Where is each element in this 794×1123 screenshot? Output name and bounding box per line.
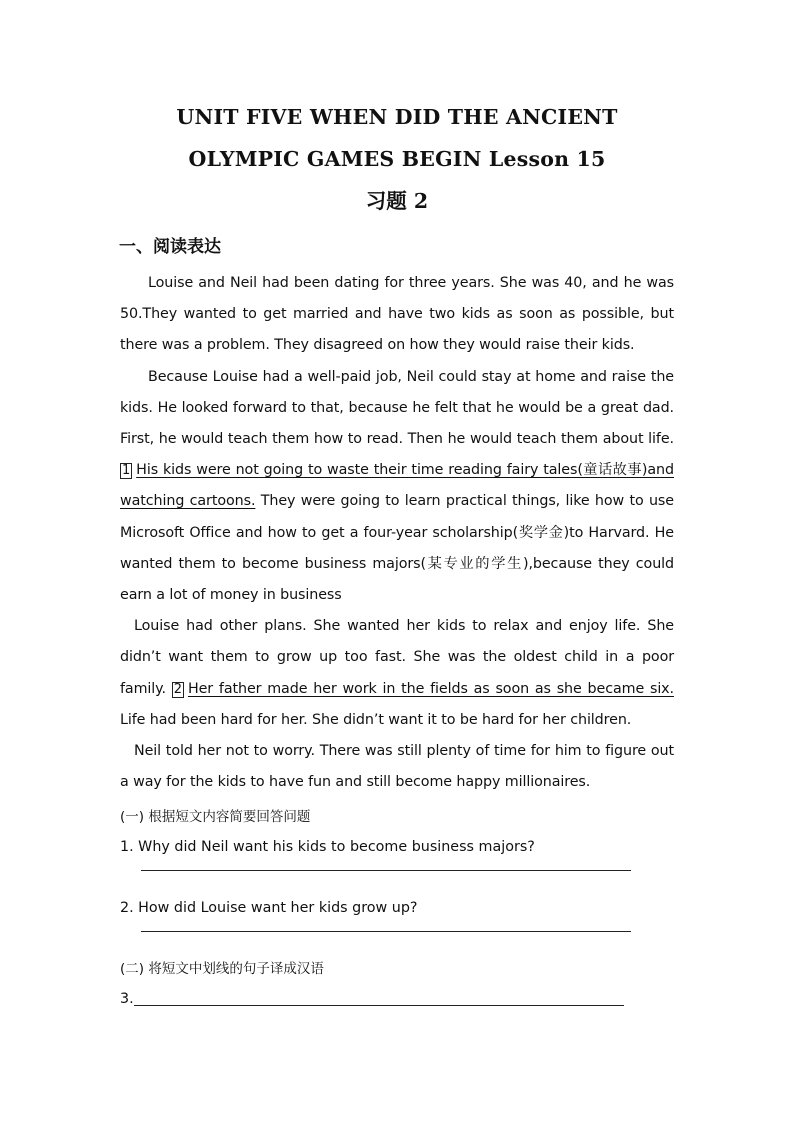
underlined-sentence-1: His kids were not going to waste their time reading fairy tales(童话故事)and watching cartoons. <box>120 462 674 510</box>
passage-paragraph-2 <box>120 362 674 612</box>
underlined-sentence-2: Her father made her work in the fields as soon as she became six. <box>187 680 674 697</box>
passage-paragraph-1: Louise and Neil had been dating for three years. She was 40, and he was 50.They wanted to get married and have two kids as soon as possible, but there was a problem. They disagreed on how they would raise their kids. <box>120 275 674 354</box>
answer-line-1[interactable] <box>141 870 631 871</box>
question-2: 2. How did Louise want her kids grow up? <box>120 900 418 917</box>
paragraph-2-intro: Because Louise had a well-paid job, Neil could stay at home and raise the kids. He looked forward to that, because he felt that he would be a great dad. First, he would teach them how to read. Then he would teach them about life. <box>120 368 674 448</box>
question-3 <box>120 984 674 1014</box>
paragraph-3-rest: Life had been hard for her. She didn’t want it to be hard for her children. <box>120 711 632 728</box>
worksheet-page <box>120 96 674 1014</box>
paragraph-3-intro: Louise had other plans. She wanted her kids to relax and enjoy life. She didn’t want them to grow up too fast. She was the oldest child in a poor family. <box>120 618 674 697</box>
answer-line-3[interactable] <box>134 1005 624 1006</box>
question-1: 1. Why did Neil want his kids to become business majors? <box>120 839 535 856</box>
answer-line-2[interactable] <box>141 931 631 932</box>
section-heading: 一、阅读表达 <box>119 237 221 257</box>
title-line-2: OLYMPIC GAMES BEGIN Lesson 15 <box>188 147 606 171</box>
question-3-number: 3. <box>120 991 134 1008</box>
sentence-marker-1: 1 <box>122 463 131 479</box>
sentence-marker-2: 2 <box>173 681 182 697</box>
paragraph-2-rest: They were going to learn practical things, like how to use Microsoft Office and how to get a four-year scholarship(奖学金)to Harvard. He wanted them to become business majors(某专业的学生),because they could earn a lot of money in business <box>120 493 674 604</box>
passage-paragraph-3 <box>120 611 674 736</box>
title-line-3: 习题 2 <box>365 189 429 213</box>
part-1-heading: (一) 根据短文内容简要回答问题 <box>120 809 311 826</box>
part-2-heading: (二) 将短文中划线的句子译成汉语 <box>120 961 324 978</box>
passage-paragraph-4: Neil told her not to worry. There was still plenty of time for him to figure out a way for the kids to have fun and still become happy millionaires. <box>120 743 674 791</box>
title-line-1: UNIT FIVE WHEN DID THE ANCIENT <box>176 105 618 129</box>
page-title <box>120 96 674 222</box>
